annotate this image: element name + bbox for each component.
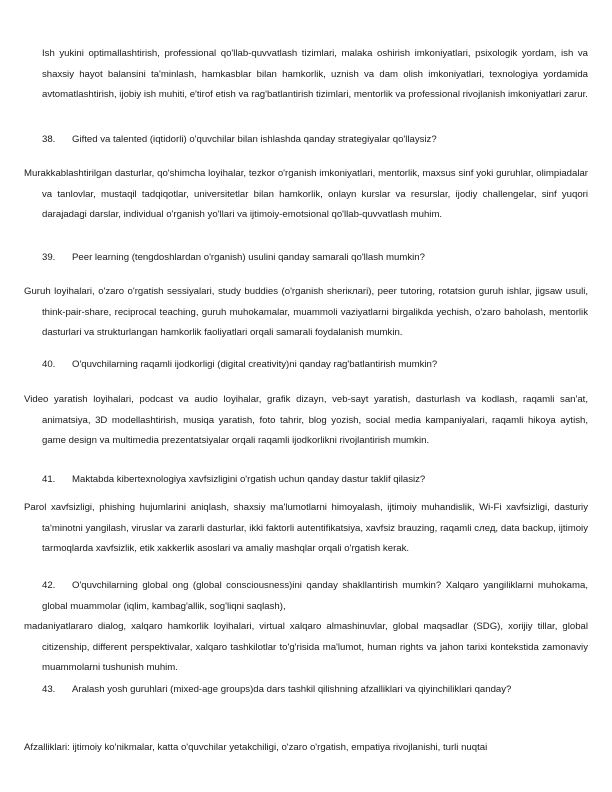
answer-43	[24, 738, 588, 759]
question-text: O'quvchilarning raqamli ijodkorligi (digital creativity)ni qanday rag'batlantirish mumkin?	[72, 359, 438, 370]
question-text: Maktabda kibertexnologiya xavfsizligini o'rgatish uchun qanday dastur taklif qilasiz?	[72, 474, 426, 485]
paragraph-text: Murakkablashtirilgan dasturlar, qo'shimcha loyihalar, tezkor o'rganish imkoniyatlari, mentorlik, maxsus sinf yoki guruhlar, olimpiadalar va tanlovlar, mustaqil tadqiqotlar, universitetlar bilan hamkorlik, onlayn kurslar va resurslar, ijodiy challengelar, sinf yuqori darajadagi darslar, individual o'rganish yo'llari va ijtimoiy-emotsional qo'llab-quvvatlash muhim.	[24, 168, 588, 221]
paragraph-text: Parol xavfsizligi, phishing hujumlarini aniqlash, shaxsiy ma'lumotlarni himoyalash, ijtimoiy muhandislik, Wi-Fi xavfsizligi, dasturiy ta'minotni yangilash, viruslar va zararli dasturlar, ikki faktorli autentifikatsiya, xavfsiz brauzing, raqamli след, data backup, ijtimoiy tarmoqlarda xavfsizlik, etik xakkerlik asoslari va amaliy mashqlar orqali o'rgatish kerak.	[24, 502, 588, 555]
question-text: Gifted va talented (iqtidorli) o'quvchilar bilan ishlashda qanday strategiyalar qo'llaysiz?	[72, 134, 437, 145]
paragraph-text: Video yaratish loyihalari, podcast va audio loyihalar, grafik dizayn, veb-sayt yaratish, dasturlash va kodlash, raqamli san'at, animatsiya, 3D modellashtirish, musiqa yaratish, foto tahrir, blog yozish, social media kampaniyalari, raqamli hikoya aytish, game design va multimedia prezentatsiyalar orqali raqamli ijodkorlikni rivojlantirish mumkin.	[24, 394, 588, 447]
question-43	[24, 680, 588, 701]
question-41	[24, 470, 588, 491]
question-number: 38.	[42, 134, 56, 145]
answer-40	[24, 390, 588, 452]
question-38	[24, 130, 588, 151]
question-text: Aralash yosh guruhlari (mixed-age groups)da dars tashkil qilishning afzalliklari va qiyinchiliklari qanday?	[72, 684, 512, 695]
question-text: O'quvchilarning global ong (global consciousness)ini qanday shakllantirish mumkin? Xalqaro yangiliklarni muhokama, global muammolar (iqlim, kambag'allik, sog'liqni saqlash),	[42, 580, 588, 612]
paragraph-text: Guruh loyihalari, o'zaro o'rgatish sessiyalari, study buddies (o'rganish sheriклari), peer tutoring, rotatsion guruh ishlar, jigsaw usuli, think-pair-share, reciprocal teaching, guruh muhokamalar, muammoli vaziyatlarni birgalikda yechish, o'zaro baholash, mentorlik dasturlari va strukturlangan hamkorlik faoliyatlari orqali samarali foydalanish mumkin.	[24, 286, 588, 339]
question-40	[24, 355, 588, 376]
paragraph-text: madaniyatlararo dialog, xalqaro hamkorlik loyihalari, virtual xalqaro almashinuvlar, global maqsadlar (SDG), xorijiy tillar, global citizenship, different perspektivalar, xalqaro tashkilotlar to'g'risida ma'lumot, human rights va jahon tarixi kontekstida zamonaviy muammolarni tushunish muhim.	[24, 621, 588, 674]
paragraph-text: Afzalliklari: ijtimoiy ko'nikmalar, katta o'quvchilar yetakchiligi, o'zaro o'rgatish, empatiya rivojlanishi, turli nuqtai	[24, 742, 488, 753]
question-number: 42.	[42, 580, 56, 591]
question-39	[24, 248, 588, 269]
question-42	[24, 576, 588, 617]
question-number: 39.	[42, 252, 56, 263]
answer-39	[24, 282, 588, 344]
question-number: 41.	[42, 474, 56, 485]
question-number: 40.	[42, 359, 56, 370]
answer-38	[24, 164, 588, 226]
question-text: Peer learning (tengdoshlardan o'rganish) usulini qanday samarali qo'llash mumkin?	[72, 252, 425, 263]
answer-42	[24, 617, 588, 679]
answer-41	[24, 498, 588, 560]
continuation-paragraph	[24, 44, 588, 106]
paragraph-text: Ish yukini optimallashtirish, professional qo'llab-quvvatlash tizimlari, malaka oshirish imkoniyatlari, psixologik yordam, ish va shaxsiy hayot balansini ta'minlash, hamkasblar bilan hamkorlik, uznish va dam olish imkoniyatlari, texnologiya yordamida avtomatlashtirish, ijobiy ish muhiti, e'tirof etish va rag'batlantirish tizimlari, mentorlik va professional rivojlanish imkoniyatlari zarur.	[42, 48, 588, 101]
question-number: 43.	[42, 684, 56, 695]
